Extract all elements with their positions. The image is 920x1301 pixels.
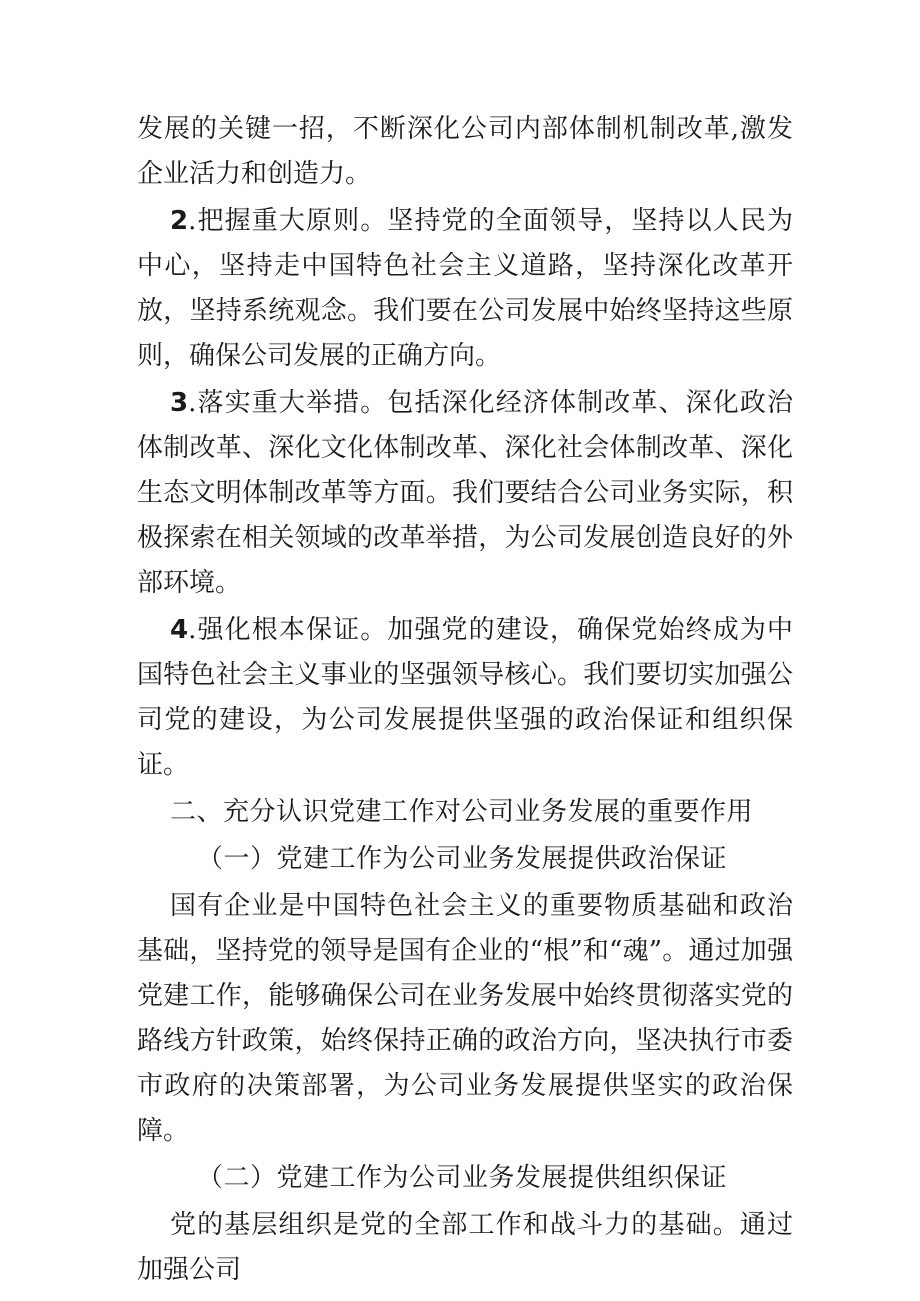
document-body	[137, 107, 793, 1293]
item-number: 4	[170, 615, 189, 645]
paragraph-body	[137, 884, 793, 1154]
item-number: 3	[170, 388, 189, 418]
paragraph-continuation	[137, 107, 793, 197]
paragraph-text: .落实重大举措。包括深化经济体制改革、深化政治体制改革、深化文化体制改革、深化社会体制改革、深化生态文明体制改革等方面。我们要结合公司业务实际，积极探索在相关领域的改革举措，为公司发展创造良好的外部环境。	[137, 388, 793, 598]
heading-text: （一）党建工作为公司业务发展提供政治保证	[197, 844, 728, 874]
item-number: 2	[170, 206, 189, 236]
paragraph-item-3	[137, 381, 793, 606]
paragraph-item-4	[137, 608, 793, 788]
section-heading	[137, 790, 793, 835]
paragraph-text: 发展的关键一招，不断深化公司内部体制机制改革,激发企业活力和创造力。	[137, 114, 793, 189]
heading-text: （二）党建工作为公司业务发展提供组织保证	[197, 1163, 728, 1193]
paragraph-body	[137, 1203, 793, 1293]
paragraph-text: 党的基层组织是党的全部工作和战斗力的基础。通过加强公司	[137, 1210, 793, 1285]
paragraph-item-2	[137, 199, 793, 379]
paragraph-text: 国有企业是中国特色社会主义的重要物质基础和政治基础，坚持党的领导是国有企业的“根”和“魂”。通过加强党建工作，能够确保公司在业务发展中始终贯彻落实党的路线方针政策，始终保持正确的政治方向，坚决执行市委市政府的决策部署，为公司业务发展提供坚实的政治保障。	[137, 891, 793, 1146]
subsection-heading-1	[137, 837, 793, 882]
paragraph-text: .强化根本保证。加强党的建设，确保党始终成为中国特色社会主义事业的坚强领导核心。我们要切实加强公司党的建设，为公司发展提供坚强的政治保证和组织保证。	[137, 615, 793, 780]
subsection-heading-2	[137, 1156, 793, 1201]
heading-text: 二、充分认识党建工作对公司业务发展的重要作用	[170, 797, 754, 827]
paragraph-text: .把握重大原则。坚持党的全面领导，坚持以人民为中心，坚持走中国特色社会主义道路，坚持深化改革开放，坚持系统观念。我们要在公司发展中始终坚持这些原则，确保公司发展的正确方向。	[137, 206, 793, 371]
